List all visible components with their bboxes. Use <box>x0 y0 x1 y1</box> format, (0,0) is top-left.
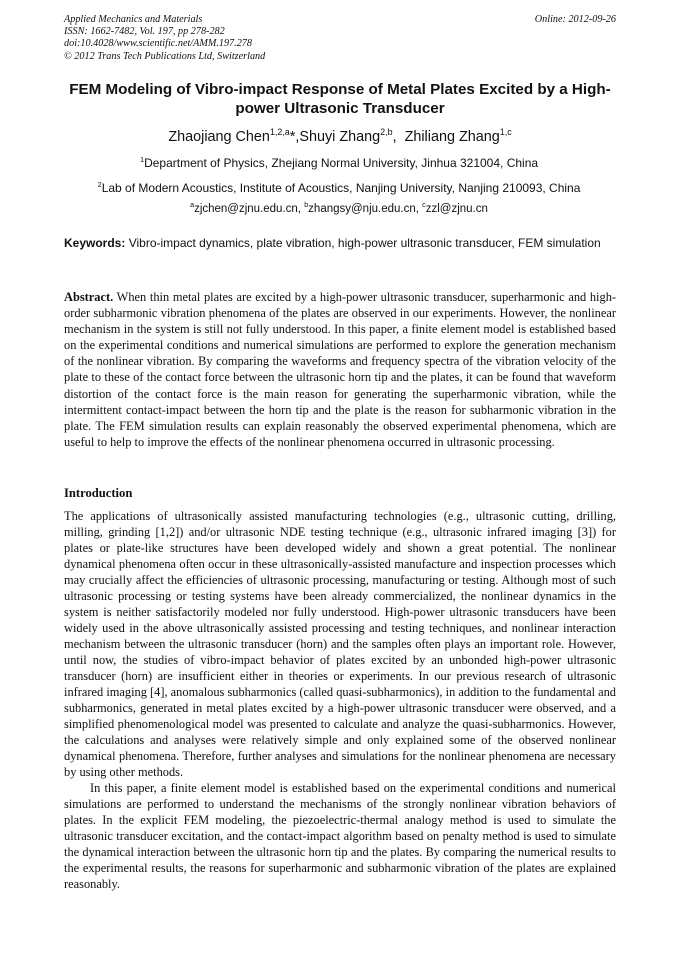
keywords-text: Vibro-impact dynamics, plate vibration, high-power ultrasonic transducer, FEM simulation <box>128 236 601 250</box>
introduction-heading: Introduction <box>64 486 133 500</box>
paragraph: In this paper, a finite element model is established based on the experimental conditions and numerical simulations are performed to understand the mechanisms of the strongly nonlinear vibration behaviors of plates. In the explicit FEM modeling, the piezoelectric-thermal analogy method is used to simulate the ultrasonic transducer excitation, and the contact-impact algorithm based on penalty method is used to simulate the dynamical interaction between the ultrasonic horn tip and the plates. By comparing the numerical results to the experimental results, the reasons for superharmonic and subharmonic vibration of the plates are explained reasonably. <box>64 781 616 891</box>
affiliation-1 <box>40 156 638 170</box>
author-affiliation-marker: 1,2,a <box>269 127 290 138</box>
affiliation-text: Lab of Modern Acoustics, Institute of Acoustics, Nanjing University, Nanjing 210093, China <box>101 181 581 195</box>
affiliation-text: Department of Physics, Zhejiang Normal University, Jinhua 321004, China <box>144 156 539 170</box>
affiliation-marker: 2 <box>97 180 102 189</box>
paper-title: FEM Modeling of Vibro-impact Response of Metal Plates Excited by a High-power Ultrasonic Transducer <box>69 81 611 117</box>
email-marker: a <box>190 201 195 210</box>
email-address[interactable]: zhangsy@nju.edu.cn, <box>308 203 419 215</box>
author-separator: *, <box>289 129 300 145</box>
author-list <box>64 129 616 145</box>
abstract-text: When thin metal plates are excited by a high-power ultrasonic transducer, superharmonic and high-order subharmonic vibration phenomena of the plates are observed in our experiments. However, the nonlinear mechanism in the system is still not fully understood. In this paper, a finite element model is established based on the experimental conditions and numerical simulations are performed to explore the generation mechanism of the nonlinear vibration. By comparing the waveforms and frequency spectra of the vibration velocity of the plate to these of the contact force between the ultrasonic horn tip and the plates, it can be found that waveform distortion of the contact force is the main reason for generating the superharmonic vibration, while the intermittent contact-impact between the horn tip and the plate is the reason for subharmonic vibration in the plate. The FEM simulation results can explain reasonably the observed experimental phenomena, which are useful to help to improve the effects of the nonlinear phenomena occurred in ultrasonic processing. <box>64 290 617 449</box>
paragraph: The applications of ultrasonically assisted manufacturing technologies (e.g., ultrasonic cutting, drilling, milling, grinding [1,2]) and/or ultrasonic NDE testing technique (e.g., ultrasonic infrared imaging [3]) for plates or plate-like structures have been developed widely and shown a great potential. The nonlinear dynamical phenomena often occur in these ultrasonically-assisted manufacture and inspection processes which may crucially affect the efficiencies of ultrasonic processing, manufacturing or testing. Although most of such ultrasonic processing or testing systems have been already commercialized, the nonlinear dynamics in the system is neither satisfactorily modeled nor fully understood. High-power ultrasonic transducers have been widely used in the above ultrasonically assisted processing and testing techniques, and nonlinear interaction mechanism between the ultrasonic transducer (horn) and the samples often plays an important role. However, until now, the studies of vibro-impact behavior of plates excited by an unbonded high-power ultrasonic transducer (horn) are insufficient either in theories or experiments. In our previous research of ultrasonic infrared imaging [4], anomalous subharmonics (called quasi-subharmonics), in addition to the fundamental and subharmonics, generated in metal plates excited by a high-power ultrasonic transducer were observed, and a simplified phenomenological model was presented to calculate and analyze the quasi-subharmonics. However, the calculations and analyses were relatively simple and only explained some of the observed nonlinear dynamical phenomena. Therefore, further analyses and simulations for the nonlinear phenomena are necessary by using other methods. <box>64 509 616 779</box>
author-affiliation-marker: 1,c <box>499 127 512 138</box>
email-marker: b <box>304 201 309 210</box>
doi-line: doi:10.4028/www.scientific.net/AMM.197.278 <box>64 38 252 50</box>
abstract-label: Abstract. <box>64 290 114 304</box>
introduction-body <box>64 508 616 892</box>
issn-line: ISSN: 1662-7482, Vol. 197, pp 278-282 <box>64 26 225 38</box>
email-list <box>40 202 638 216</box>
email-address[interactable]: zzl@zjnu.cn <box>425 203 488 215</box>
journal-header <box>64 14 616 63</box>
author-name: Zhiliang Zhang <box>404 129 500 145</box>
author-name: Zhaojiang Chen <box>168 129 270 145</box>
keywords-label: Keywords: <box>64 236 126 250</box>
abstract-section <box>64 289 616 450</box>
online-date: Online: 2012-09-26 <box>534 14 616 25</box>
copyright-line: © 2012 Trans Tech Publications Ltd, Switzerland <box>64 50 266 62</box>
affiliation-2 <box>40 181 638 195</box>
keywords-section <box>64 236 616 252</box>
journal-name: Applied Mechanics and Materials <box>64 14 203 25</box>
author-name: Shuyi Zhang <box>299 129 381 145</box>
author-separator: , <box>392 129 397 145</box>
email-marker: c <box>422 201 426 210</box>
author-affiliation-marker: 2,b <box>380 127 393 138</box>
affiliation-marker: 1 <box>139 155 145 164</box>
email-address[interactable]: zjchen@zjnu.edu.cn, <box>194 203 301 215</box>
